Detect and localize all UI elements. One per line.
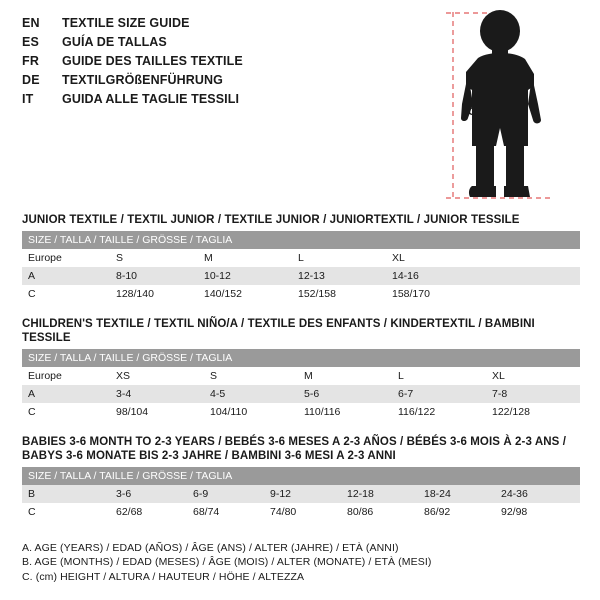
cell-value: 158/170 [386, 285, 480, 303]
cell-value: 116/122 [392, 403, 486, 421]
size-tables [22, 213, 580, 535]
language-code: IT [22, 92, 34, 106]
silhouette-svg [442, 8, 582, 203]
row-label-b: B [22, 485, 110, 503]
size-header-cell: SIZE / TALLA / TAILLE / GRÖSSE / TAGLIA [22, 231, 580, 249]
language-title: TEXTILE SIZE GUIDE [62, 16, 190, 30]
row-label-a: A [22, 385, 110, 403]
language-row [22, 92, 442, 111]
column-size: XL [486, 367, 580, 385]
cell-value: 152/158 [292, 285, 386, 303]
language-title: GUIDA ALLE TAGLIE TESSILI [62, 92, 240, 106]
table-head [22, 467, 580, 485]
table-row [22, 503, 580, 521]
cell-value: 80/86 [341, 503, 418, 521]
column-size: M [198, 249, 292, 267]
cell-value: 6-9 [187, 485, 264, 503]
section-title-junior: JUNIOR TEXTILE / TEXTIL JUNIOR / TEXTILE JUNIOR / JUNIORTEXTIL / JUNIOR TESSILE [22, 214, 520, 226]
table-head [22, 231, 580, 249]
table-row [22, 403, 580, 421]
cell-value: 12-13 [292, 267, 386, 285]
cell-value: 4-5 [204, 385, 298, 403]
cell-value: 3-6 [110, 485, 187, 503]
column-size: S [204, 367, 298, 385]
table-row [22, 367, 580, 385]
legend-line-b: B. AGE (MONTHS) / EDAD (MESES) / ÂGE (MOIS) / ALTER (MONATE) / ETÀ (MESI) [22, 556, 432, 568]
size-header-cell: SIZE / TALLA / TAILLE / GRÖSSE / TAGLIA [22, 349, 580, 367]
column-label-europe: Europe [22, 367, 110, 385]
column-size: XL [386, 249, 480, 267]
language-row [22, 73, 442, 92]
cell-value: 10-12 [198, 267, 292, 285]
cell-value: 6-7 [392, 385, 486, 403]
table-row [22, 285, 580, 303]
table-row [22, 267, 580, 285]
cell-value: 24-36 [495, 485, 580, 503]
language-title-block [22, 16, 442, 111]
language-row [22, 16, 442, 35]
cell-value: 18-24 [418, 485, 495, 503]
column-size: XS [110, 367, 204, 385]
cell-value: 14-16 [386, 267, 480, 285]
table-header-row [22, 231, 580, 249]
cell-value: 86/92 [418, 503, 495, 521]
section-title-children: CHILDREN'S TEXTILE / TEXTIL NIÑO/A / TEXTILE DES ENFANTS / KINDERTEXTIL / BAMBINI TESSILE [22, 318, 535, 344]
cell-value: 92/98 [495, 503, 580, 521]
silhouette-body [461, 10, 541, 197]
language-code: DE [22, 73, 40, 87]
table-row [22, 249, 580, 267]
row-label-a: A [22, 267, 110, 285]
language-row [22, 35, 442, 54]
table-junior [22, 231, 580, 303]
column-size: L [292, 249, 386, 267]
language-code: FR [22, 54, 40, 68]
column-size: M [298, 367, 392, 385]
cell-value: 8-10 [110, 267, 198, 285]
cell-value [480, 285, 580, 303]
row-label-c: C [22, 403, 110, 421]
cell-value: 68/74 [187, 503, 264, 521]
cell-value: 104/110 [204, 403, 298, 421]
cell-value: 7-8 [486, 385, 580, 403]
cell-value: 9-12 [264, 485, 341, 503]
section-title-babies: BABIES 3-6 MONTH TO 2-3 YEARS / BEBÉS 3-6 MESES A 2-3 AÑOS / BÉBÉS 3-6 MOIS À 2-3 ANS / BABYS 3-6 MONATE BIS 2-3 JAHRE / BAMBINI 3-6 MESI A 2-3 ANNI [22, 436, 566, 462]
cell-value: 128/140 [110, 285, 198, 303]
language-code: EN [22, 16, 40, 30]
legend-line-c: C. (cm) HEIGHT / ALTURA / HAUTEUR / HÖHE / ALTEZZA [22, 570, 305, 583]
cell-value: 5-6 [298, 385, 392, 403]
row-label-c: C [22, 503, 110, 521]
table-head [22, 349, 580, 367]
measure-label-c: C [468, 106, 476, 118]
table-babies [22, 467, 580, 521]
cell-value: 74/80 [264, 503, 341, 521]
child-silhouette-figure [442, 8, 582, 203]
table-row [22, 485, 580, 503]
cell-value: 110/116 [298, 403, 392, 421]
table-header-row [22, 349, 580, 367]
cell-value: 98/104 [110, 403, 204, 421]
column-size [480, 249, 580, 267]
cell-value: 140/152 [198, 285, 292, 303]
language-title: GUÍA DE TALLAS [62, 35, 167, 49]
cell-value: 3-4 [110, 385, 204, 403]
legend-line-a: A. AGE (YEARS) / EDAD (AÑOS) / ÂGE (ANS) / ALTER (JAHRE) / ETÀ (ANNI) [22, 541, 399, 554]
table-header-row [22, 467, 580, 485]
language-row [22, 54, 442, 73]
cell-value: 62/68 [110, 503, 187, 521]
cell-value [480, 267, 580, 285]
table-row [22, 385, 580, 403]
language-title: TEXTILGRÖßENFÜHRUNG [62, 73, 223, 87]
legend-block [22, 541, 582, 585]
language-code: ES [22, 35, 40, 49]
column-size: S [110, 249, 198, 267]
row-label-c: C [22, 285, 110, 303]
size-header-cell: SIZE / TALLA / TAILLE / GRÖSSE / TAGLIA [22, 467, 580, 485]
column-size: L [392, 367, 486, 385]
cell-value: 122/128 [486, 403, 580, 421]
table-children [22, 349, 580, 421]
column-label-europe: Europe [22, 249, 110, 267]
cell-value: 12-18 [341, 485, 418, 503]
language-title: GUIDE DES TAILLES TEXTILE [62, 54, 243, 68]
